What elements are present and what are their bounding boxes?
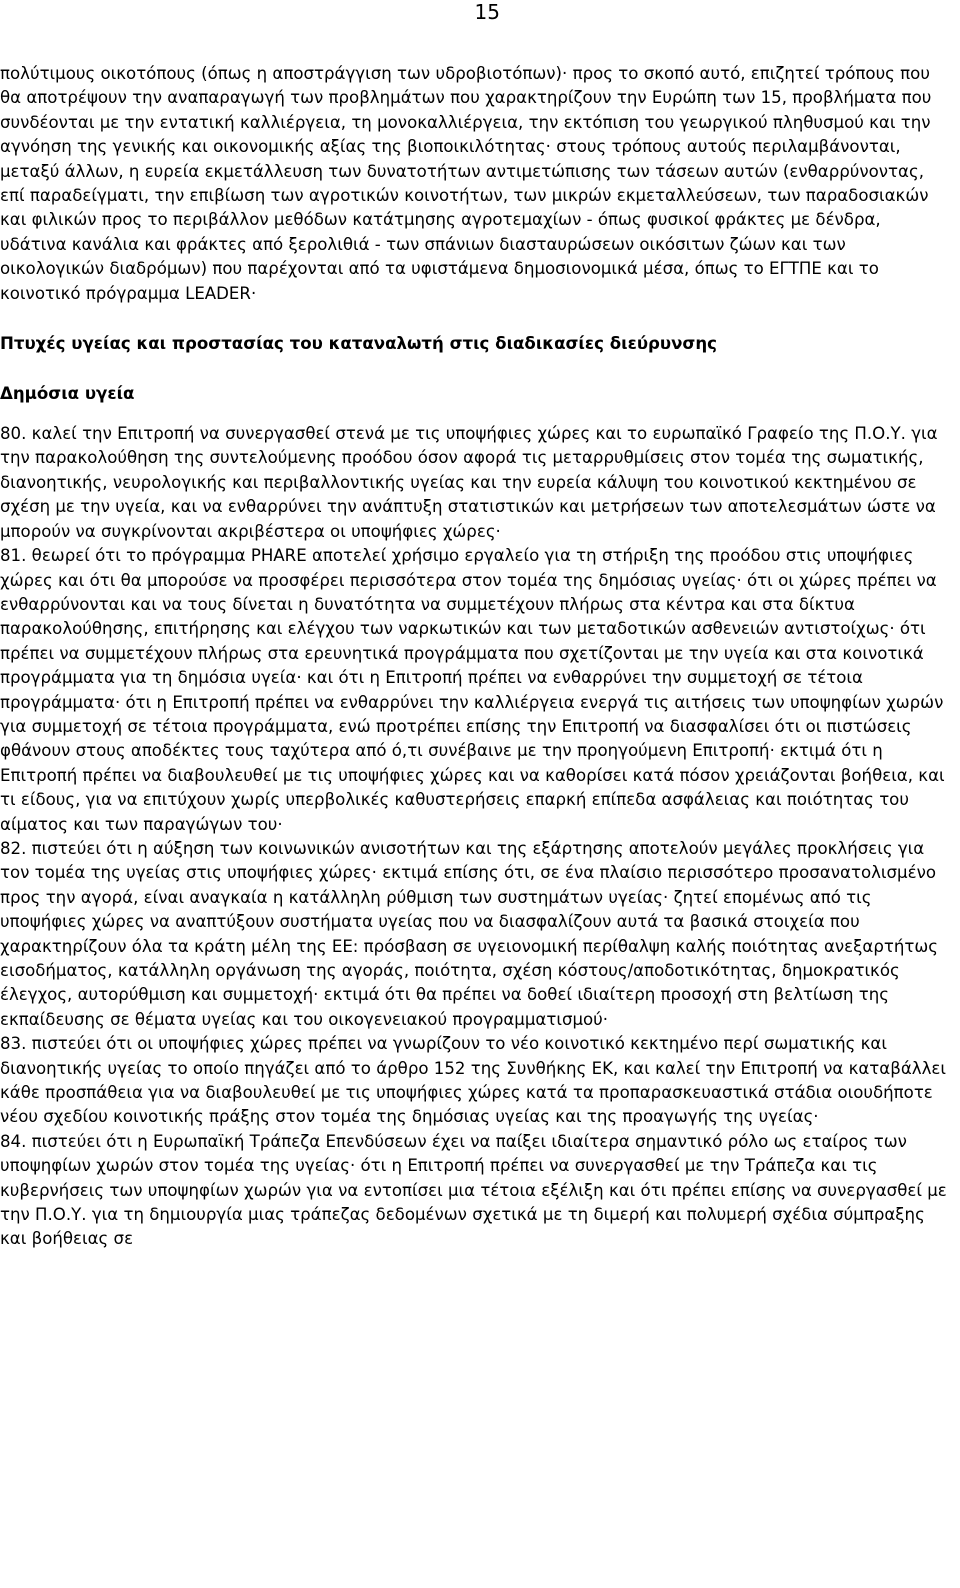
section-heading: Πτυχές υγείας και προστασίας του καταναλωτή στις διαδικασίες διεύρυνσης [0, 334, 717, 354]
paragraph-text: πιστεύει ότι οι υποψήφιες χώρες πρέπει να γνωρίζουν το νέο κοινοτικό κεκτημένο περί σωματικής και διανοητικής υγείας το οποίο πηγάζει από το άρθρο 152 της Συνθήκης ΕΚ, και καλεί την Επιτροπή να καταβάλλει κάθε προσπάθεια για να διαβουλευθεί με τις υποψήφιες χώρες κατά τα προπαρασκευαστικά στάδια οιουδήποτε νέου σχεδίου κοινοτικής πράξης στον τομέα της δημόσιας υγείας και της προαγωγής της υγείας· [0, 1034, 946, 1127]
paragraph-number: 80. [0, 424, 27, 444]
paragraph-84 [0, 1130, 952, 1252]
paragraph-number: 82. [0, 838, 27, 858]
page-number: 15 [474, 0, 500, 24]
paragraph-80 [0, 422, 952, 544]
paragraph-83 [0, 1032, 952, 1130]
paragraph-number: 84. [0, 1131, 27, 1151]
subsection-heading: Δημόσια υγεία [0, 384, 135, 404]
paragraph-number: 83. [0, 1034, 27, 1054]
paragraph-text: θεωρεί ότι το πρόγραμμα PHARE αποτελεί χρήσιμο εργαλείο για τη στήριξη της προόδου στις υποψήφιες χώρες και ότι θα μπορούσε να προσφέρει περισσότερα στον τομέα της δημόσιας υγείας· ότι οι χώρες πρέπει να ενθαρρύνονται και να τους δίνεται η δυνατότητα να συμμετέχουν πλήρως στα κέντρα και στα δίκτυα παρακολούθησης, επιτήρησης και ελέγχου των ναρκωτικών και των μεταδοτικών ασθενειών αντιστοίχως· ότι πρέπει να συμμετέχουν πλήρως στα ερευνητικά προγράμματα που σχετίζονται με την υγεία και στα κοινοτικά προγράμματα για τη δημόσια υγεία· και ότι η Επιτροπή πρέπει να ενθαρρύνει την συμμετοχή σε τέτοια προγράμματα· ότι η Επιτροπή πρέπει να ενθαρρύνει την καλλιέργεια ενεργά τις αιτήσεις των υποψηφίων χωρών για συμμετοχή σε τέτοια προγράμματα, ενώ προτρέπει επίσης την Επιτροπή να διασφαλίσει ότι οι πιστώσεις φθάνουν στους αποδέκτες τους ταχύτερα από ό,τι συνέβαινε με την προηγούμενη Επιτροπή· εκτιμά ότι η Επιτροπή πρέπει να διαβουλευθεί με τις υποψήφιες χώρες και να καθορίσει κατά πόσον χρειάζονται βοήθεια, και τι είδους, για να επιτύχουν χωρίς υπερβολικές καθυστερήσεις επαρκή επίπεδα ασφάλειας και ποιότητας του αίματος και των παραγώγων του· [0, 546, 945, 834]
document-body [0, 62, 952, 1252]
paragraph-text: πιστεύει ότι η αύξηση των κοινωνικών ανισοτήτων και της εξάρτησης αποτελούν μεγάλες προκλήσεις για τον τομέα της υγείας στις υποψήφιες χώρες· εκτιμά επίσης ότι, σε ένα πλαίσιο περισσότερο προσανατολισμένο προς την αγορά, είναι αναγκαία η κατάλληλη ρύθμιση των συστημάτων υγείας· ζητεί επομένως από τις υποψήφιες χώρες να αναπτύξουν συστήματα υγείας που να διασφαλίζουν αυτά τα βασικά στοιχεία που χαρακτηρίζουν όλα τα κράτη μέλη της ΕΕ: πρόσβαση σε υγειονομική περίθαλψη καλής ποιότητας ανεξαρτήτως εισοδήματος, κατάλληλη οργάνωση της αγοράς, ποιότητα, σχέση κόστους/αποδοτικότητας, δημοκρατικός έλεγχος, αυτορύθμιση και συμμετοχή· εκτιμά ότι θα πρέπει να δοθεί ιδιαίτερη προσοχή στη βελτίωση της εκπαίδευσης σε θέματα υγείας και του οικογενειακού προγραμματισμού· [0, 838, 939, 1029]
paragraph-82 [0, 837, 952, 1032]
paragraph-81 [0, 544, 952, 837]
paragraph-text: πιστεύει ότι η Ευρωπαϊκή Τράπεζα Επενδύσεων έχει να παίξει ιδιαίτερα σημαντικό ρόλο ως εταίρος των υποψηφίων χωρών στον τομέα της υγείας· ότι η Επιτροπή πρέπει να συνεργασθεί με την Τράπεζα και τις κυβερνήσεις των υποψηφίων χωρών για να εντοπίσει μια τέτοια εξέλιξη και ότι πρέπει επίσης να συνεργασθεί με την Π.Ο.Υ. για τη δημιουργία μιας τράπεζας δεδομένων σχετικά με τη διμερή και πολυμερή σχέδια σύμπραξης και βοήθειας σε [0, 1131, 947, 1249]
paragraph-text: καλεί την Επιτροπή να συνεργασθεί στενά με τις υποψήφιες χώρες και το ευρωπαϊκό Γραφείο της Π.Ο.Υ. για την παρακολούθηση της συντελούμενης προόδου όσον αφορά τις μεταρρυθμίσεις στον τομέα της σωματικής, διανοητικής, νευρολογικής και περιβαλλοντικής υγείας και την ευρεία κάλυψη του κοινοτικού κεκτημένου σε σχέση με την υγεία, και να ενθαρρύνει την ανάπτυξη στατιστικών και μετρήσεων των αποτελεσμάτων ώστε να μπορούν να συγκρίνονται ακριβέστερα οι υποψήφιες χώρες· [0, 424, 938, 541]
paragraph-number: 81. [0, 546, 27, 566]
intro-paragraph: πολύτιμους οικοτόπους (όπως η αποστράγγιση των υδροβιοτόπων)· προς το σκοπό αυτό, επιζητεί τρόπους που θα αποτρέψουν την αναπαραγωγή των προβλημάτων που χαρακτηρίζουν την Ευρώπη των 15, προβλήματα που συνδέονται με την εντατική καλλιέργεια, τη μονοκαλλιέργεια, την εκτόπιση του γεωργικού πληθυσμού και την αγνόηση της γενικής και οικονομικής αξίας της βιοποικιλότητας· στους τρόπους αυτούς περιλαμβάνονται, μεταξύ άλλων, η ευρεία εκμετάλλευση των δυνατοτήτων αντιμετώπισης των τάσεων αυτών (ενθαρρύνοντας, επί παραδείγματι, την επιβίωση των αγροτικών κοινοτήτων, των μικρών εκμεταλλεύσεων, των παραδοσιακών και φιλικών προς το περιβάλλον μεθόδων κατάτμησης αγροτεμαχίων - όπως φυσικοί φράκτες με δένδρα, υδάτινα κανάλια και φράκτες από ξερολιθιά - των σπάνιων διασταυρώσεων οικόσιτων ζώων και των οικολογικών διαδρόμων) που παρέχονται από τα υφιστάμενα δημοσιονομικά μέσα, όπως το ΕΓΤΠΕ και το κοινοτικό πρόγραμμα LEADER· [0, 64, 932, 303]
